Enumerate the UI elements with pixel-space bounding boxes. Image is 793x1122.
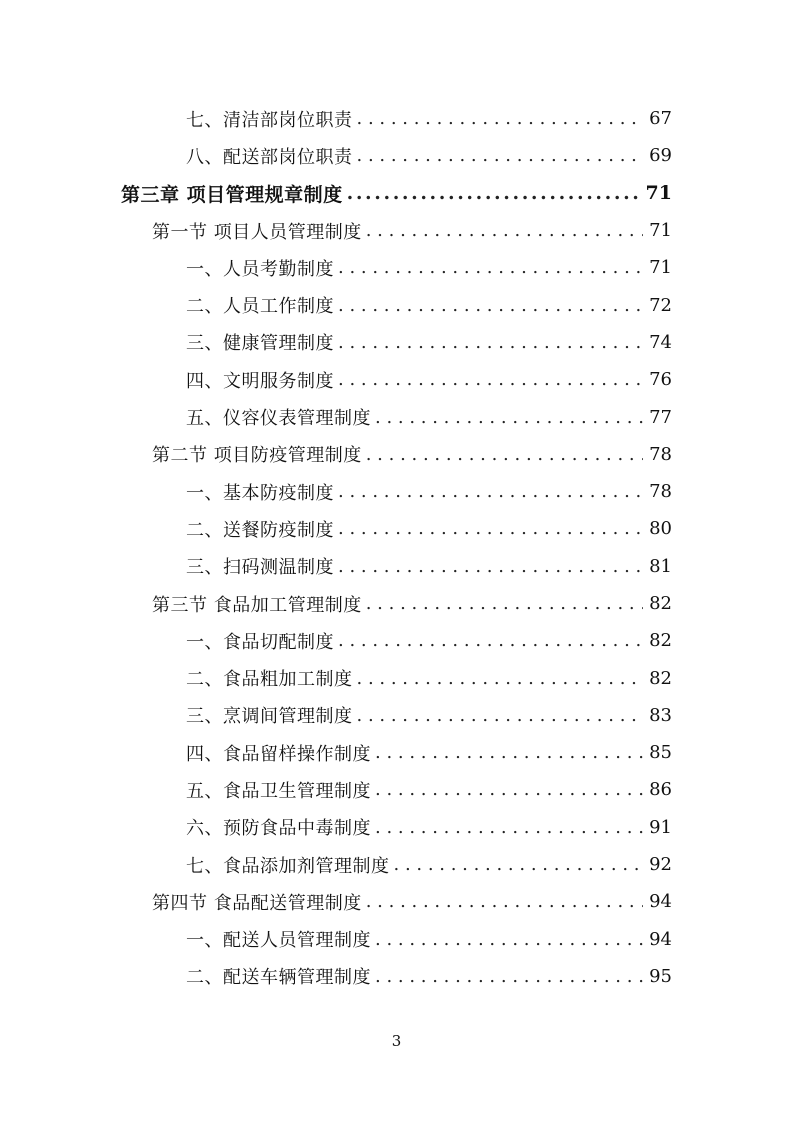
toc-page-number: 69 <box>649 145 672 167</box>
toc-dot-leader <box>357 668 644 689</box>
toc-entry-title: 三、扫码测温制度 <box>186 557 334 579</box>
toc-dot-leader <box>366 444 643 465</box>
toc-section-entry[interactable] <box>0 585 793 622</box>
toc-page-number: 92 <box>649 854 672 876</box>
toc-item-entry[interactable] <box>0 771 793 808</box>
toc-page-number: 82 <box>649 630 672 652</box>
toc-entry-title: 一、人员考勤制度 <box>186 258 334 280</box>
toc-entry-title: 四、文明服务制度 <box>186 370 334 392</box>
toc-entry-title: 七、食品添加剂管理制度 <box>186 855 390 877</box>
toc-page-number: 72 <box>649 294 672 316</box>
toc-page-number: 80 <box>649 518 672 540</box>
toc-item-entry[interactable] <box>0 958 793 995</box>
toc-item-entry[interactable] <box>0 659 793 696</box>
toc-page-number: 91 <box>649 816 672 838</box>
toc-dot-leader <box>338 332 643 353</box>
toc-page-number: 94 <box>649 928 672 950</box>
toc-entry-title: 三、健康管理制度 <box>186 333 334 355</box>
toc-page-number: 81 <box>649 555 672 577</box>
toc-entry-title: 五、仪容仪表管理制度 <box>186 408 371 430</box>
toc-entry-title: 八、配送部岗位职责 <box>186 146 353 168</box>
toc-page-number: 85 <box>649 742 672 764</box>
toc-dot-leader <box>375 742 643 763</box>
toc-item-entry[interactable] <box>0 473 793 510</box>
toc-item-entry[interactable] <box>0 137 793 174</box>
toc-entry-title: 一、基本防疫制度 <box>186 482 334 504</box>
toc-entry-title: 四、食品留样操作制度 <box>186 743 371 765</box>
toc-entry-title: 二、食品粗加工制度 <box>186 669 353 691</box>
toc-dot-leader <box>366 891 643 912</box>
toc-entry-title: 第二节 项目防疫管理制度 <box>152 445 362 467</box>
toc-dot-leader <box>375 817 643 838</box>
toc-item-entry[interactable] <box>0 324 793 361</box>
toc-page-number: 82 <box>649 593 672 614</box>
toc-entry-title: 五、食品卫生管理制度 <box>186 780 371 802</box>
toc-entry-title: 第四节 食品配送管理制度 <box>152 892 362 914</box>
toc-entry-title: 二、配送车辆管理制度 <box>186 967 371 989</box>
toc-item-entry[interactable] <box>0 398 793 435</box>
toc-dot-leader <box>375 779 643 800</box>
toc-item-entry[interactable] <box>0 100 793 137</box>
toc-entry-title: 第三章 项目管理规章制度 <box>121 183 343 206</box>
table-of-contents <box>0 100 793 995</box>
toc-dot-leader <box>357 108 644 129</box>
toc-entry-title: 一、配送人员管理制度 <box>186 930 371 952</box>
toc-page-number: 74 <box>649 331 672 353</box>
toc-entry-title: 第一节 项目人员管理制度 <box>152 221 362 243</box>
toc-item-entry[interactable] <box>0 809 793 846</box>
toc-dot-leader <box>338 556 643 577</box>
toc-entry-title: 七、清洁部岗位职责 <box>186 109 353 131</box>
toc-section-entry[interactable] <box>0 436 793 473</box>
toc-item-entry[interactable] <box>0 921 793 958</box>
toc-section-entry[interactable] <box>0 212 793 249</box>
toc-entry-title: 六、预防食品中毒制度 <box>186 818 371 840</box>
toc-page-number: 86 <box>649 779 672 801</box>
toc-page-number: 71 <box>645 182 672 205</box>
toc-entry-title: 三、烹调间管理制度 <box>186 706 353 728</box>
toc-section-entry[interactable] <box>0 883 793 920</box>
toc-dot-leader <box>375 929 643 950</box>
toc-dot-leader <box>394 854 644 875</box>
toc-dot-leader <box>366 220 643 241</box>
toc-page-number: 95 <box>649 965 672 987</box>
toc-page-number: 67 <box>649 108 672 130</box>
toc-page-number: 76 <box>649 369 672 391</box>
toc-dot-leader <box>357 705 644 726</box>
toc-item-entry[interactable] <box>0 286 793 323</box>
toc-page-number: 71 <box>649 220 672 242</box>
toc-entry-title: 二、人员工作制度 <box>186 296 334 318</box>
toc-item-entry[interactable] <box>0 548 793 585</box>
toc-dot-leader <box>338 295 643 316</box>
toc-page-number: 83 <box>649 704 672 726</box>
toc-dot-leader <box>357 145 644 166</box>
toc-entry-title: 第三节 食品加工管理制度 <box>152 594 362 616</box>
toc-entry-title: 一、食品切配制度 <box>186 631 334 653</box>
toc-page-number: 82 <box>649 667 672 689</box>
toc-dot-leader <box>338 481 643 502</box>
toc-chapter-entry[interactable] <box>0 175 793 212</box>
toc-item-entry[interactable] <box>0 734 793 771</box>
toc-page-number: 94 <box>649 891 672 913</box>
toc-dot-leader <box>338 630 643 651</box>
toc-item-entry[interactable] <box>0 622 793 659</box>
toc-dot-leader <box>347 182 640 204</box>
toc-page-number: 78 <box>649 481 672 503</box>
toc-page-number: 71 <box>649 257 672 279</box>
toc-page-number: 78 <box>649 443 672 465</box>
toc-item-entry[interactable] <box>0 249 793 286</box>
toc-entry-title: 二、送餐防疫制度 <box>186 519 334 541</box>
toc-dot-leader <box>366 593 643 614</box>
toc-dot-leader <box>375 407 643 428</box>
toc-item-entry[interactable] <box>0 361 793 398</box>
toc-item-entry[interactable] <box>0 510 793 547</box>
toc-page-number: 77 <box>649 406 672 428</box>
toc-item-entry[interactable] <box>0 697 793 734</box>
page-number: 3 <box>391 1032 402 1050</box>
toc-dot-leader <box>338 369 643 390</box>
toc-dot-leader <box>338 257 643 278</box>
toc-dot-leader <box>375 966 643 987</box>
toc-dot-leader <box>338 518 643 539</box>
toc-item-entry[interactable] <box>0 846 793 883</box>
